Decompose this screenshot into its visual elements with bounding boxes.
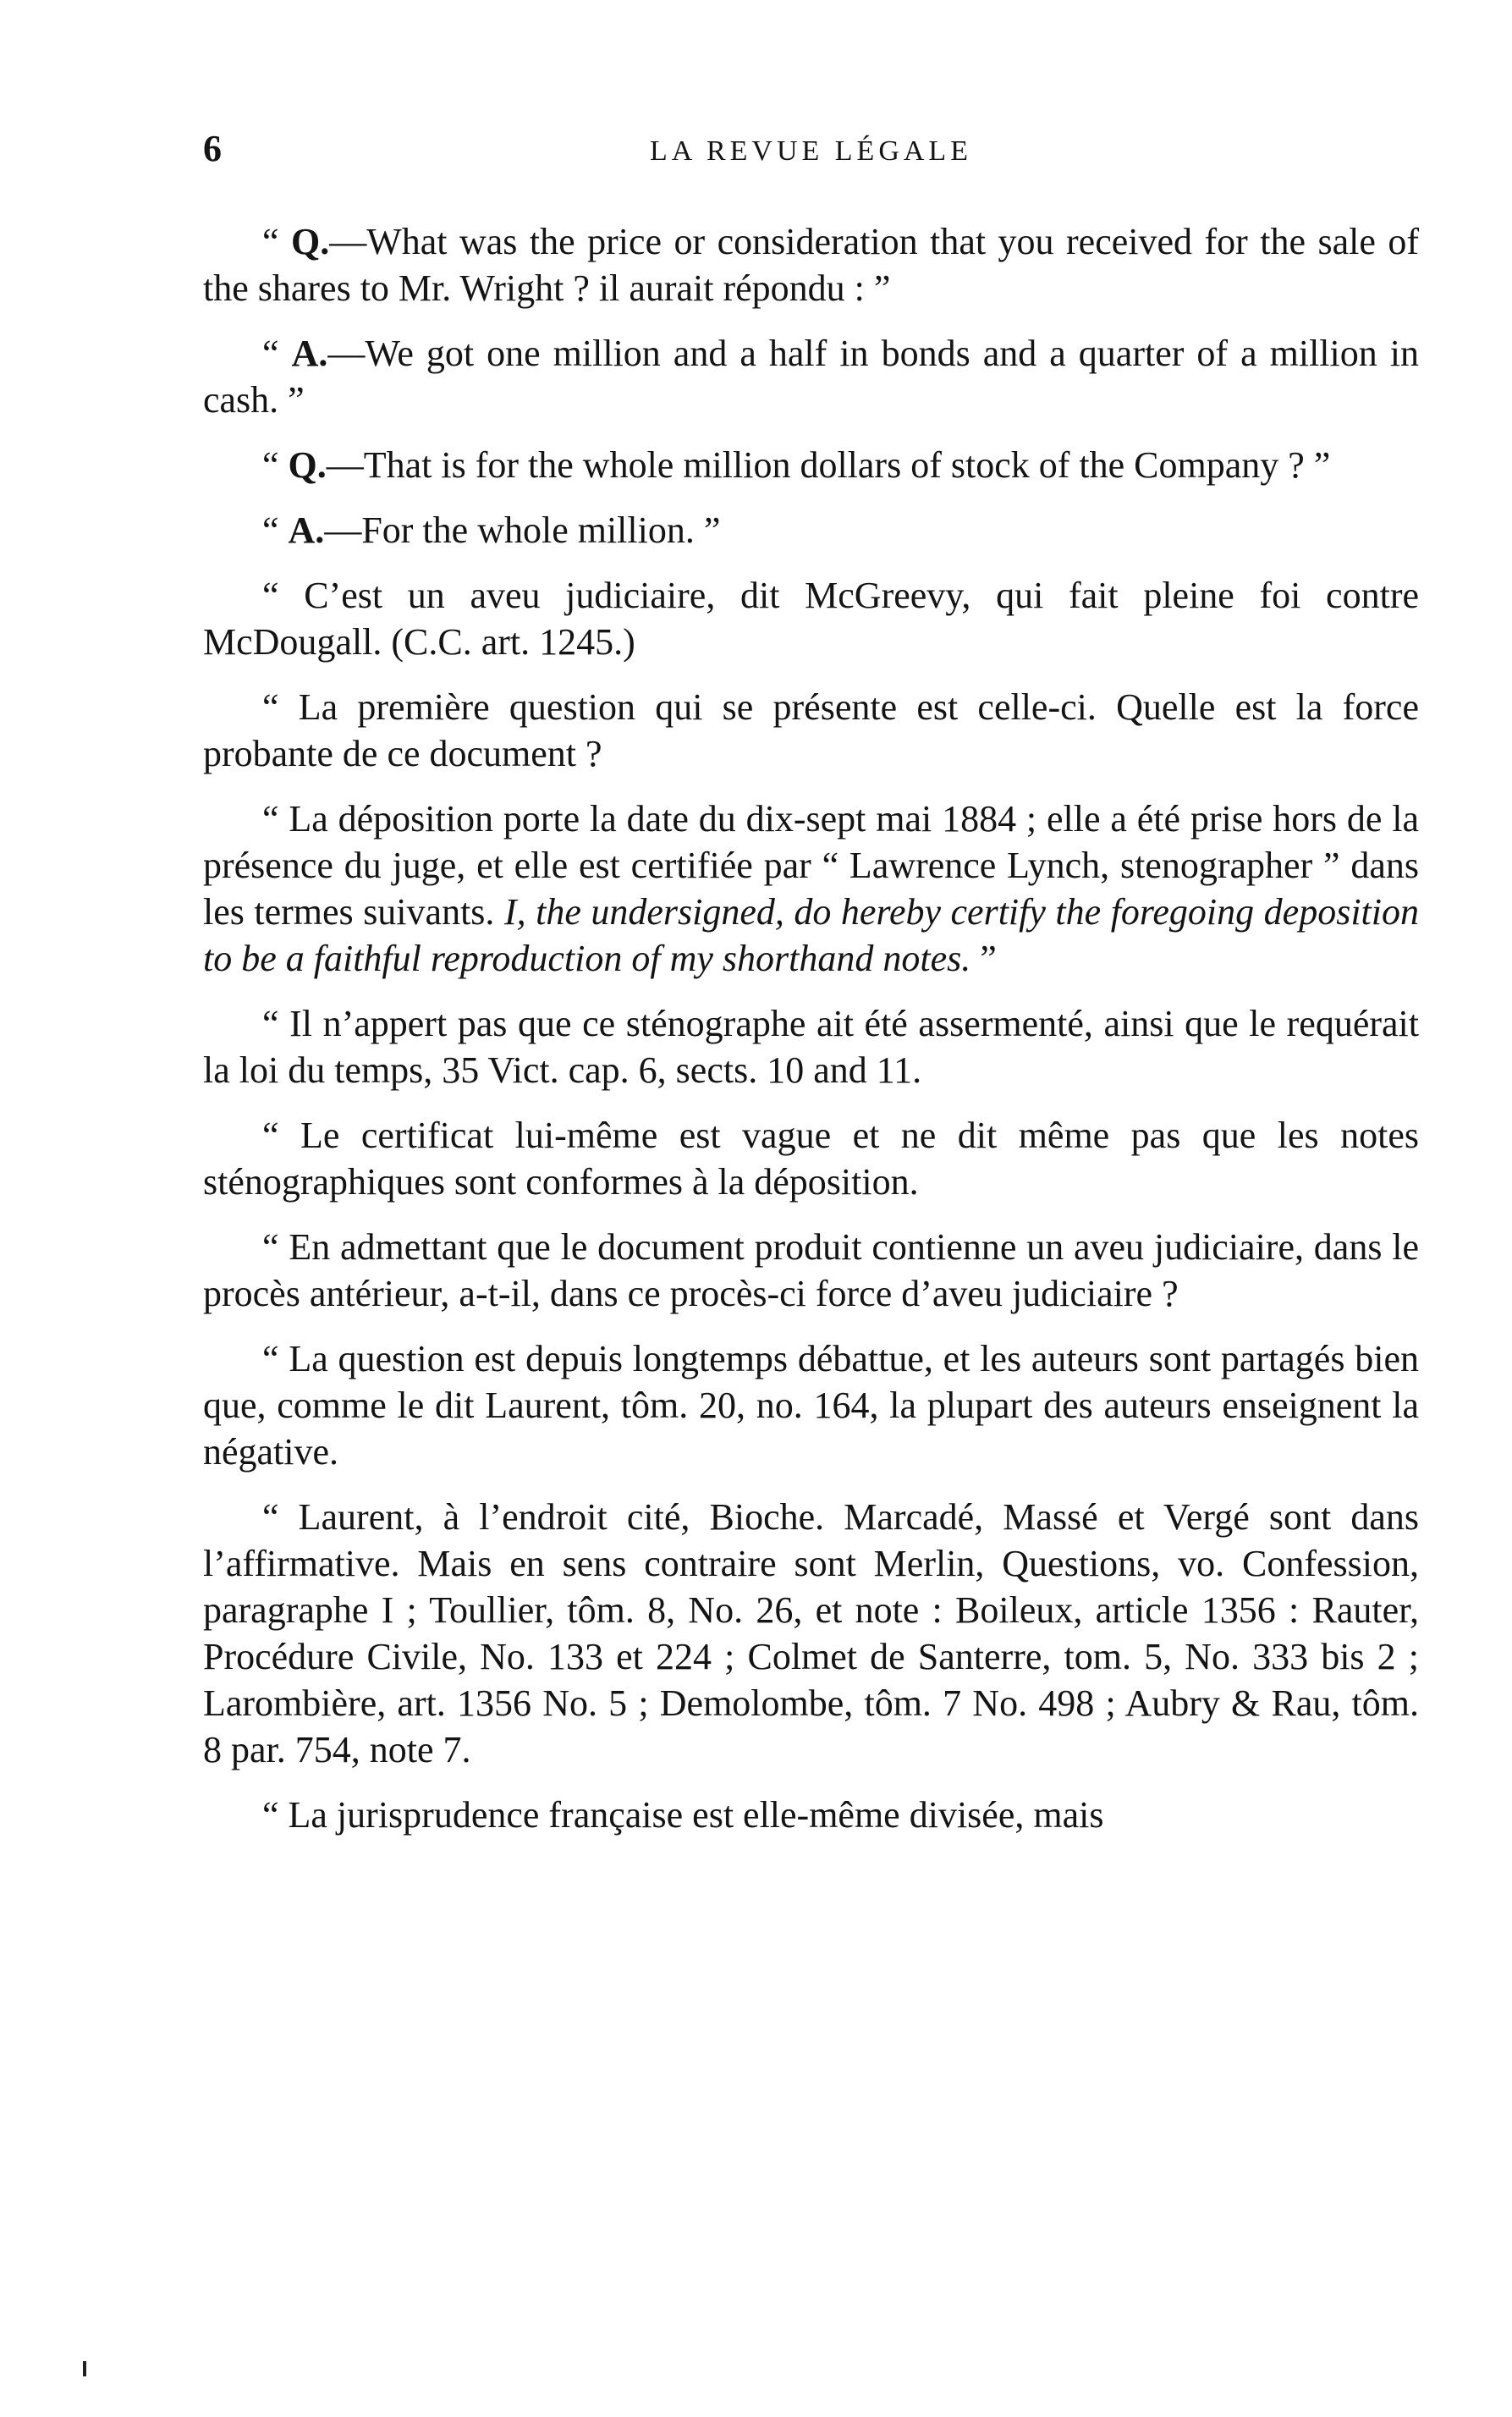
paragraph xyxy=(203,218,1419,311)
text-run: “ Laurent, à l’endroit cité, Bioche. Marcadé, Massé et Vergé sont dans l’affirmative. Mais en sens contraire sont Merlin, Questions, vo. Confession, paragraphe I ; Toullier, tôm. 8, No. 26, et note : Boileux, article 1356 : Rauter, Procédure Civile, No. 133 et 224 ; Colmet de Santerre, tom. 5, No. 333 bis 2 ; Larombière, art. 1356 No. 5 ; Demolombe, tôm. 7 No. 498 ; Aubry & Rau, tôm. 8 par. 754, note 7. xyxy=(203,1496,1419,1770)
paragraph xyxy=(203,1224,1419,1317)
text-run: “ La première question qui se présente est celle-ci. Quelle est la force probante de ce document ? xyxy=(203,686,1419,774)
journal-title: LA REVUE LÉGALE xyxy=(650,135,972,167)
paragraph xyxy=(203,1494,1419,1773)
text-run: —That is for the whole million dollars of stock of the Company ? ” xyxy=(326,444,1331,486)
paragraph xyxy=(203,572,1419,665)
text-run: “ La déposition porte la date du dix-sept mai 1884 ; elle a été prise hors de la présence du juge, et elle est certifiée par “ Lawrence Lynch, stenographer ” dans les termes suivants. xyxy=(203,798,1419,933)
italic-quotation: I, the undersigned, do hereby certify the foregoing deposition to be a faithful reproduction of my shorthand notes. xyxy=(203,891,1419,979)
body-text xyxy=(203,218,1419,1857)
paragraph xyxy=(203,684,1419,777)
text-run: “ C’est un aveu judiciaire, dit McGreevy, qui fait pleine foi contre McDougall. (C.C. art. 1245.) xyxy=(203,575,1419,663)
text-run: “ Le certificat lui-même est vague et ne dit même pas que les notes sténographiques sont conformes à la déposition. xyxy=(203,1115,1419,1203)
text-run: —For the whole million. ” xyxy=(324,509,721,551)
paragraph xyxy=(203,1792,1419,1838)
paragraph xyxy=(203,330,1419,423)
speaker-marker: A. xyxy=(288,509,325,551)
speaker-marker: A. xyxy=(291,333,328,374)
paragraph xyxy=(203,1112,1419,1205)
text-run: “ Il n’appert pas que ce sténographe ait été assermenté, ainsi que le requérait la loi du temps, 35 Vict. cap. 6, sects. 10 and 11. xyxy=(203,1003,1419,1091)
text-run: —What was the price or consideration that you received for the sale of the shares to Mr. Wright ? il aurait répondu : ” xyxy=(203,221,1419,309)
text-run: “ La question est depuis longtemps débattue, et les auteurs sont partagés bien que, comme le dit Laurent, tôm. 20, no. 164, la plupart des auteurs enseignent la négative. xyxy=(203,1338,1419,1473)
text-run: ” xyxy=(970,938,997,979)
text-run: —We got one million and a half in bonds and a quarter of a million in cash. ” xyxy=(203,333,1419,421)
text-run: “ La jurisprudence française est elle-même divisée, mais xyxy=(262,1794,1104,1836)
speaker-marker: Q. xyxy=(288,444,327,486)
paragraph xyxy=(203,442,1419,488)
scan-speck xyxy=(83,2361,86,2376)
text-run: “ xyxy=(262,509,289,551)
page-number: 6 xyxy=(203,128,222,169)
paragraph xyxy=(203,1000,1419,1093)
text-run: “ xyxy=(262,333,292,374)
paragraph xyxy=(203,507,1419,553)
speaker-marker: Q. xyxy=(291,221,330,262)
text-run: “ xyxy=(262,444,289,486)
paragraph xyxy=(203,1335,1419,1475)
text-run: “ xyxy=(262,221,291,262)
paragraph xyxy=(203,796,1419,982)
running-head xyxy=(203,127,1419,178)
text-run: “ En admettant que le document produit contienne un aveu judiciaire, dans le procès antérieur, a-t-il, dans ce procès-ci force d’aveu judiciaire ? xyxy=(203,1226,1419,1314)
